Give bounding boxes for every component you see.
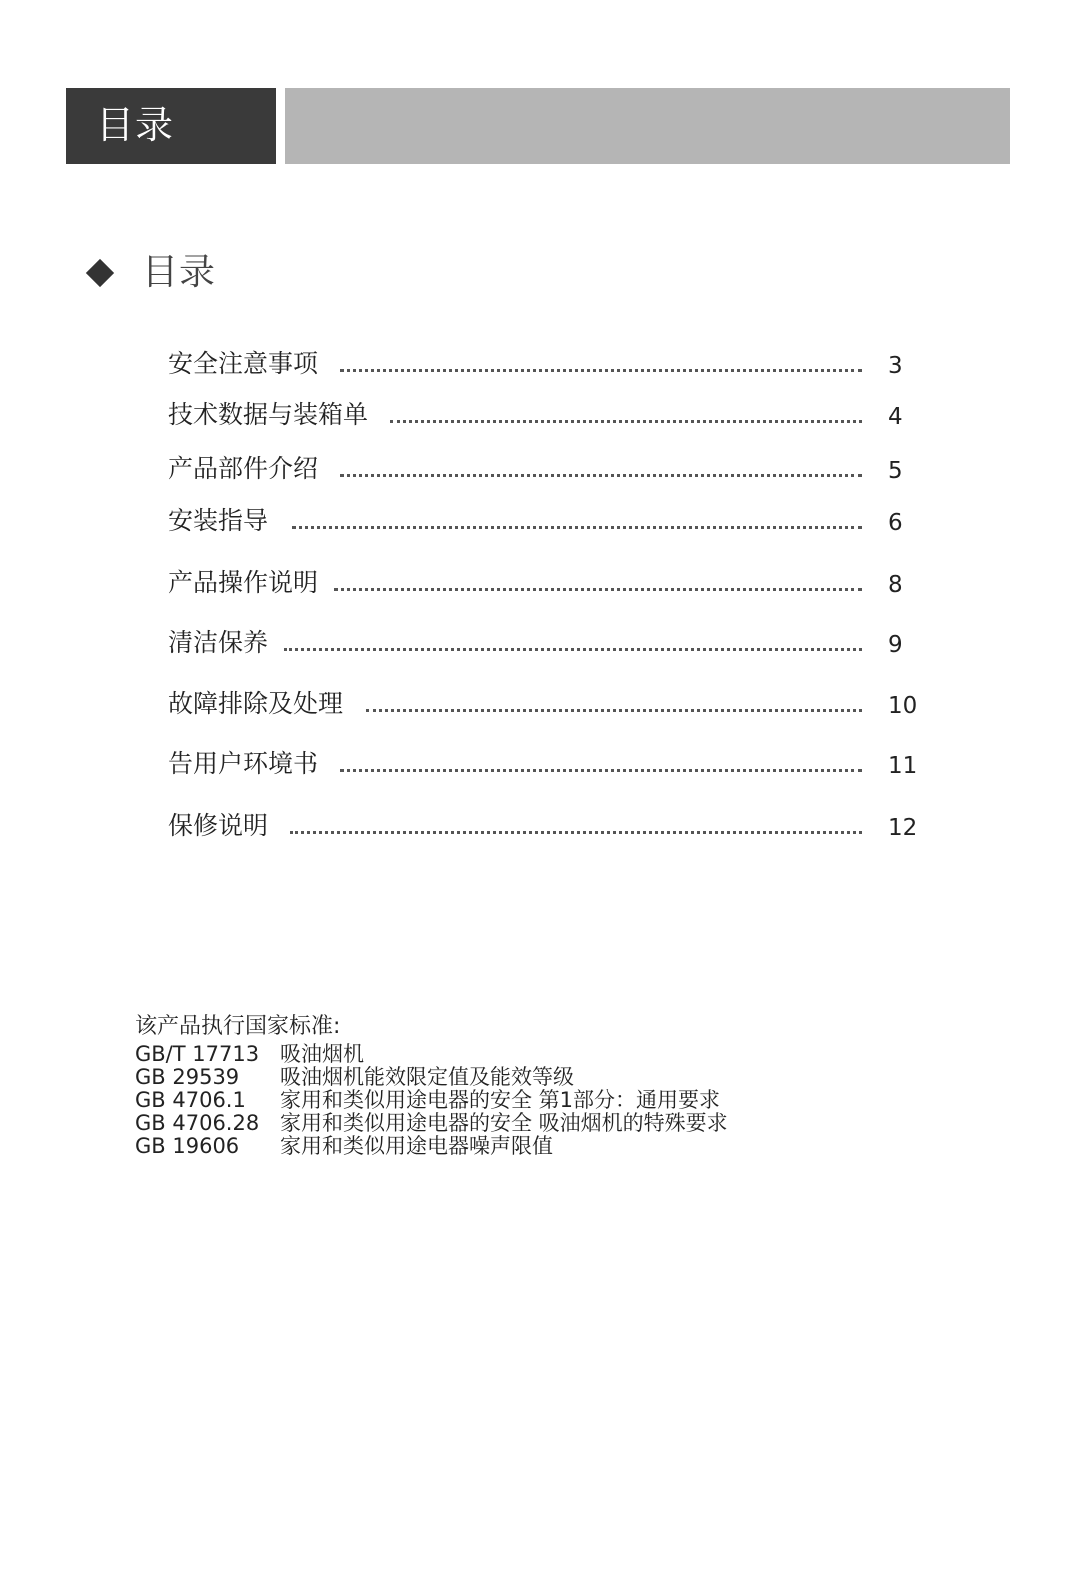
toc-dot-leader <box>340 769 862 772</box>
standard-description: 吸油烟机能效限定值及能效等级 <box>280 1065 574 1089</box>
toc-item-page: 8 <box>888 572 903 598</box>
standard-item <box>135 1111 895 1135</box>
toc-dot-leader <box>340 369 862 372</box>
header-title-block <box>66 88 276 164</box>
toc-dot-leader <box>292 526 862 529</box>
standard-code: GB 29539 <box>135 1065 240 1089</box>
toc-dot-leader <box>284 648 862 651</box>
toc-item-environment[interactable] <box>168 746 928 782</box>
standard-item <box>135 1134 895 1158</box>
header-title: 目录 <box>96 103 175 147</box>
toc-item-label: 安全注意事项 <box>168 349 319 378</box>
toc-item-page: 3 <box>888 353 903 379</box>
toc-dot-leader <box>290 831 862 834</box>
standard-description: 吸油烟机 <box>280 1042 364 1066</box>
standard-item <box>135 1042 895 1066</box>
toc-item-label: 故障排除及处理 <box>168 689 344 718</box>
toc-item-label: 安装指导 <box>168 506 269 535</box>
toc-dot-leader <box>366 709 862 712</box>
toc-item-page: 9 <box>888 632 903 658</box>
toc-item-parts[interactable] <box>168 451 928 487</box>
toc-item-label: 保修说明 <box>168 811 269 840</box>
standard-item <box>135 1065 895 1089</box>
header-bar <box>285 88 1010 164</box>
standard-description: 家用和类似用途电器噪声限值 <box>280 1134 553 1158</box>
toc-item-warranty[interactable] <box>168 808 928 844</box>
standard-code: GB 4706.28 <box>135 1111 260 1135</box>
toc-item-page: 4 <box>888 404 903 430</box>
standards-heading: 该产品执行国家标准: <box>135 1014 341 1039</box>
standard-description: 家用和类似用途电器的安全 第1部分：通用要求 <box>280 1088 721 1112</box>
toc-dot-leader <box>390 420 862 423</box>
toc-item-label: 告用户环境书 <box>168 749 319 778</box>
standard-item <box>135 1088 895 1112</box>
toc-dot-leader <box>334 588 862 591</box>
standard-code: GB 19606 <box>135 1134 240 1158</box>
toc-item-page: 6 <box>888 510 903 536</box>
toc-dot-leader <box>340 474 862 477</box>
toc-item-label: 产品部件介绍 <box>168 454 319 483</box>
toc-item-operation[interactable] <box>168 565 928 601</box>
toc-item-safety[interactable] <box>168 346 928 382</box>
toc-item-label: 产品操作说明 <box>168 568 319 597</box>
toc-item-page: 10 <box>888 693 918 719</box>
toc-item-page: 5 <box>888 458 903 484</box>
toc-item-troubleshooting[interactable] <box>168 686 928 722</box>
toc-item-installation[interactable] <box>168 503 928 539</box>
diamond-bullet-icon <box>86 259 114 287</box>
toc-item-cleaning[interactable] <box>168 625 928 661</box>
toc-item-label: 清洁保养 <box>168 628 269 657</box>
toc-item-page: 11 <box>888 753 918 779</box>
standard-code: GB 4706.1 <box>135 1088 246 1112</box>
toc-item-page: 12 <box>888 815 918 841</box>
section-title: 目录 <box>142 252 217 293</box>
toc-item-specs[interactable] <box>168 397 928 433</box>
standard-description: 家用和类似用途电器的安全 吸油烟机的特殊要求 <box>280 1111 728 1135</box>
standard-code: GB/T 17713 <box>135 1042 260 1066</box>
toc-item-label: 技术数据与装箱单 <box>168 400 369 429</box>
